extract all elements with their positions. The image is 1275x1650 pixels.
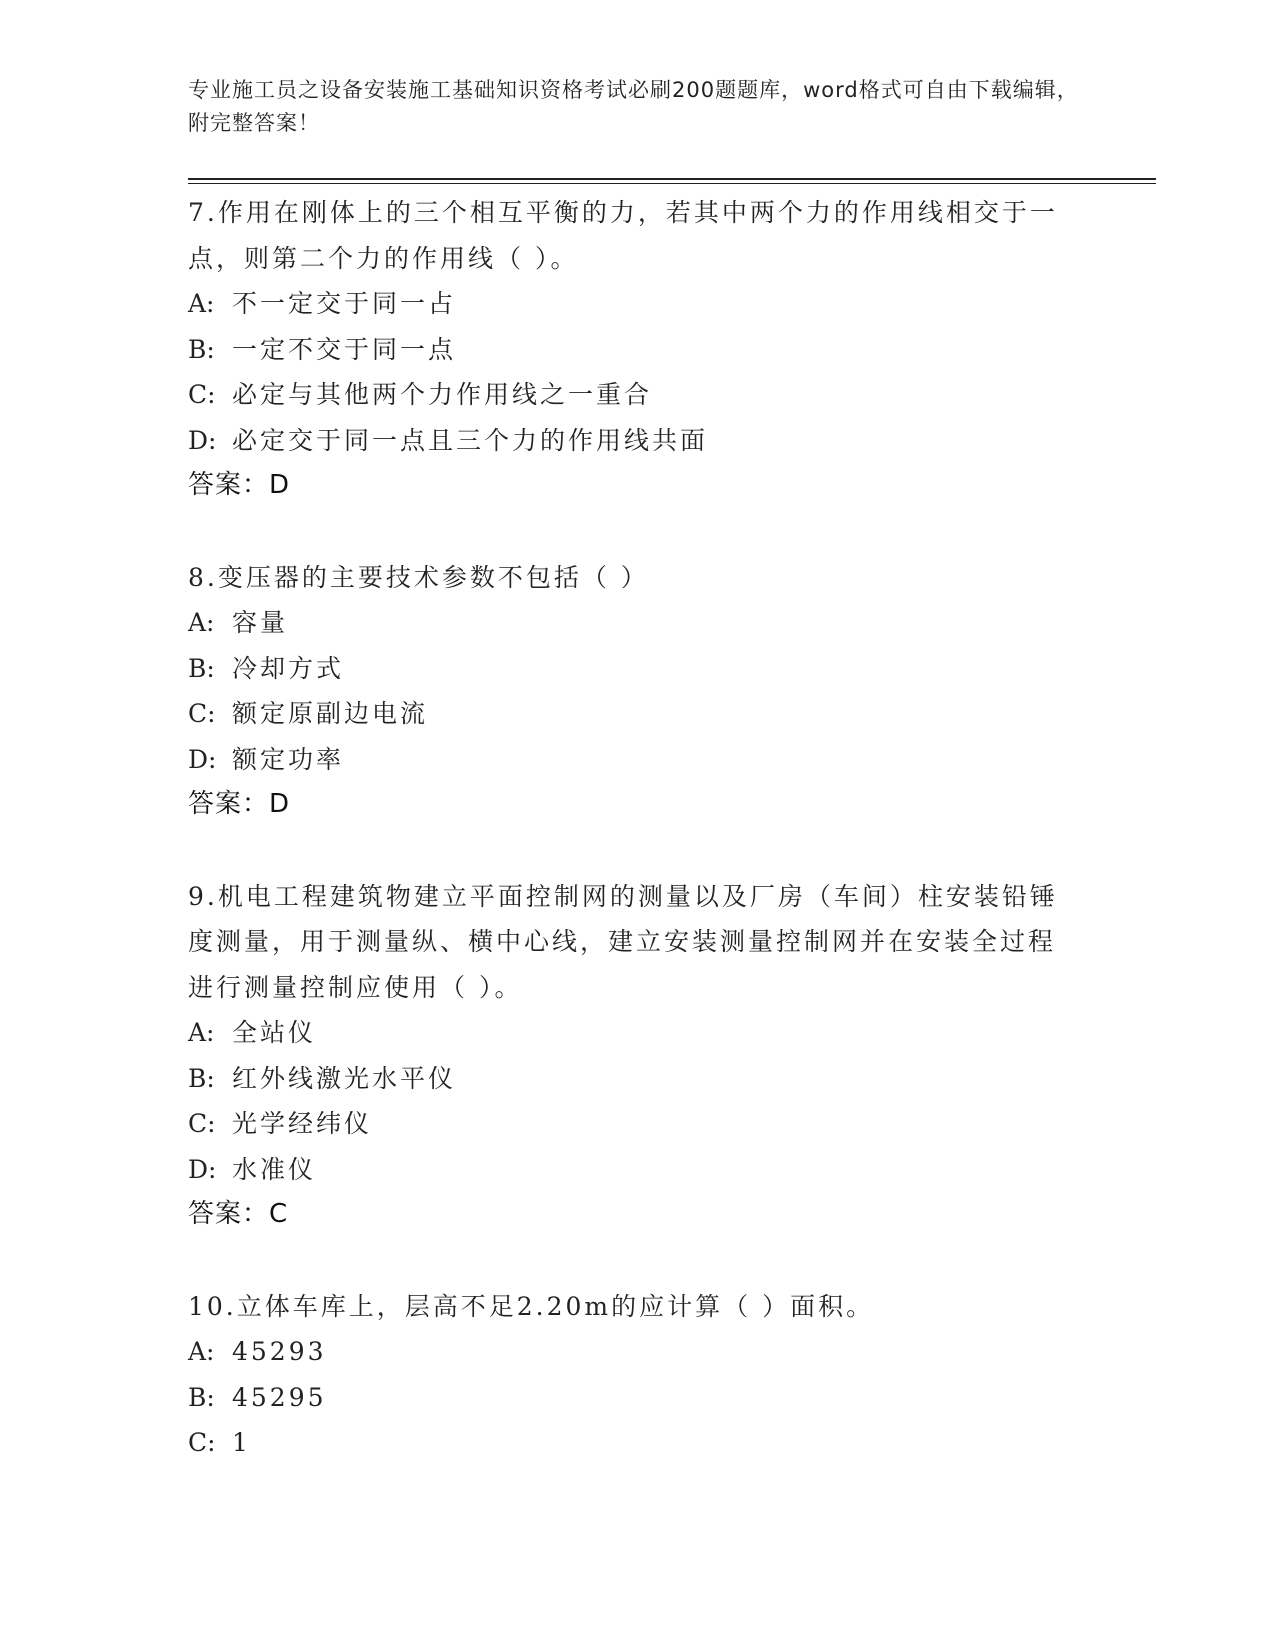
answer: 答案：C xyxy=(188,1199,289,1229)
option-text: 不一定交于同一占 xyxy=(232,289,457,318)
option-text: 全站仪 xyxy=(232,1018,317,1047)
option-b xyxy=(188,1375,1068,1421)
question-text: 9.机电工程建筑物建立平面控制网的测量以及厂房（车间）柱安装铅锤度测量，用于测量纵、横中心线，建立安装测量控制网并在安装全过程进行测量控制应使用（ ）。 xyxy=(188,881,1058,1002)
option-text: 冷却方式 xyxy=(232,653,345,683)
option-d xyxy=(188,418,1068,464)
question-7 xyxy=(188,190,1068,509)
option-label: A: xyxy=(188,1337,215,1366)
question-text: 10.立体车库上，层高不足2.20m的应计算（ ）面积。 xyxy=(188,1291,875,1321)
option-text: 必定交于同一点且三个力的作用线共面 xyxy=(232,425,709,455)
option-a xyxy=(188,1010,1068,1056)
option-label: C: xyxy=(188,1428,216,1457)
question-9 xyxy=(188,874,1068,1238)
option-text: 必定与其他两个力作用线之一重合 xyxy=(232,380,653,409)
header-divider-thin xyxy=(188,183,1156,184)
option-text: 额定原副边电流 xyxy=(232,699,429,728)
option-label: C: xyxy=(188,1109,216,1138)
option-label: A: xyxy=(188,1018,215,1047)
option-text: 1 xyxy=(232,1428,251,1457)
option-text: 水准仪 xyxy=(232,1154,317,1184)
option-a xyxy=(188,600,1068,646)
option-text: 容量 xyxy=(232,608,289,637)
option-d xyxy=(188,737,1068,783)
option-b xyxy=(188,327,1068,373)
option-label: A: xyxy=(188,289,215,318)
option-label: D: xyxy=(188,1154,217,1184)
option-b xyxy=(188,1056,1068,1102)
option-label: B: xyxy=(188,1063,215,1093)
option-label: A: xyxy=(188,608,215,637)
option-text: 光学经纬仪 xyxy=(232,1109,373,1138)
option-label: D: xyxy=(188,744,217,774)
option-c xyxy=(188,691,1068,737)
option-label: B: xyxy=(188,653,215,683)
option-text: 45295 xyxy=(232,1382,327,1412)
option-text: 一定不交于同一点 xyxy=(232,334,457,364)
question-list xyxy=(188,190,1068,1512)
option-d xyxy=(188,1147,1068,1193)
option-a xyxy=(188,1329,1068,1375)
option-label: C: xyxy=(188,699,216,728)
answer: 答案：D xyxy=(188,470,291,500)
question-text: 7.作用在刚体上的三个相互平衡的力，若其中两个力的作用线相交于一点，则第二个力的作用线（ ）。 xyxy=(188,198,1058,273)
option-label: B: xyxy=(188,334,215,364)
option-text: 红外线激光水平仪 xyxy=(232,1063,457,1093)
option-c xyxy=(188,1101,1068,1147)
option-label: B: xyxy=(188,1382,215,1412)
option-label: C: xyxy=(188,380,216,409)
header-divider-thick xyxy=(188,178,1156,180)
option-a xyxy=(188,281,1068,327)
option-b xyxy=(188,646,1068,692)
question-10 xyxy=(188,1284,1068,1466)
option-label: D: xyxy=(188,425,217,455)
option-c xyxy=(188,1420,1068,1466)
question-text: 8.变压器的主要技术参数不包括（ ） xyxy=(188,562,649,592)
option-text: 45293 xyxy=(232,1337,327,1366)
option-c xyxy=(188,372,1068,418)
option-text: 额定功率 xyxy=(232,744,345,774)
answer: 答案：D xyxy=(188,789,291,819)
question-8 xyxy=(188,555,1068,828)
page-header-title: 专业施工员之设备安装施工基础知识资格考试必刷200题题库，word格式可自由下载编辑，附完整答案！ xyxy=(188,78,1079,135)
